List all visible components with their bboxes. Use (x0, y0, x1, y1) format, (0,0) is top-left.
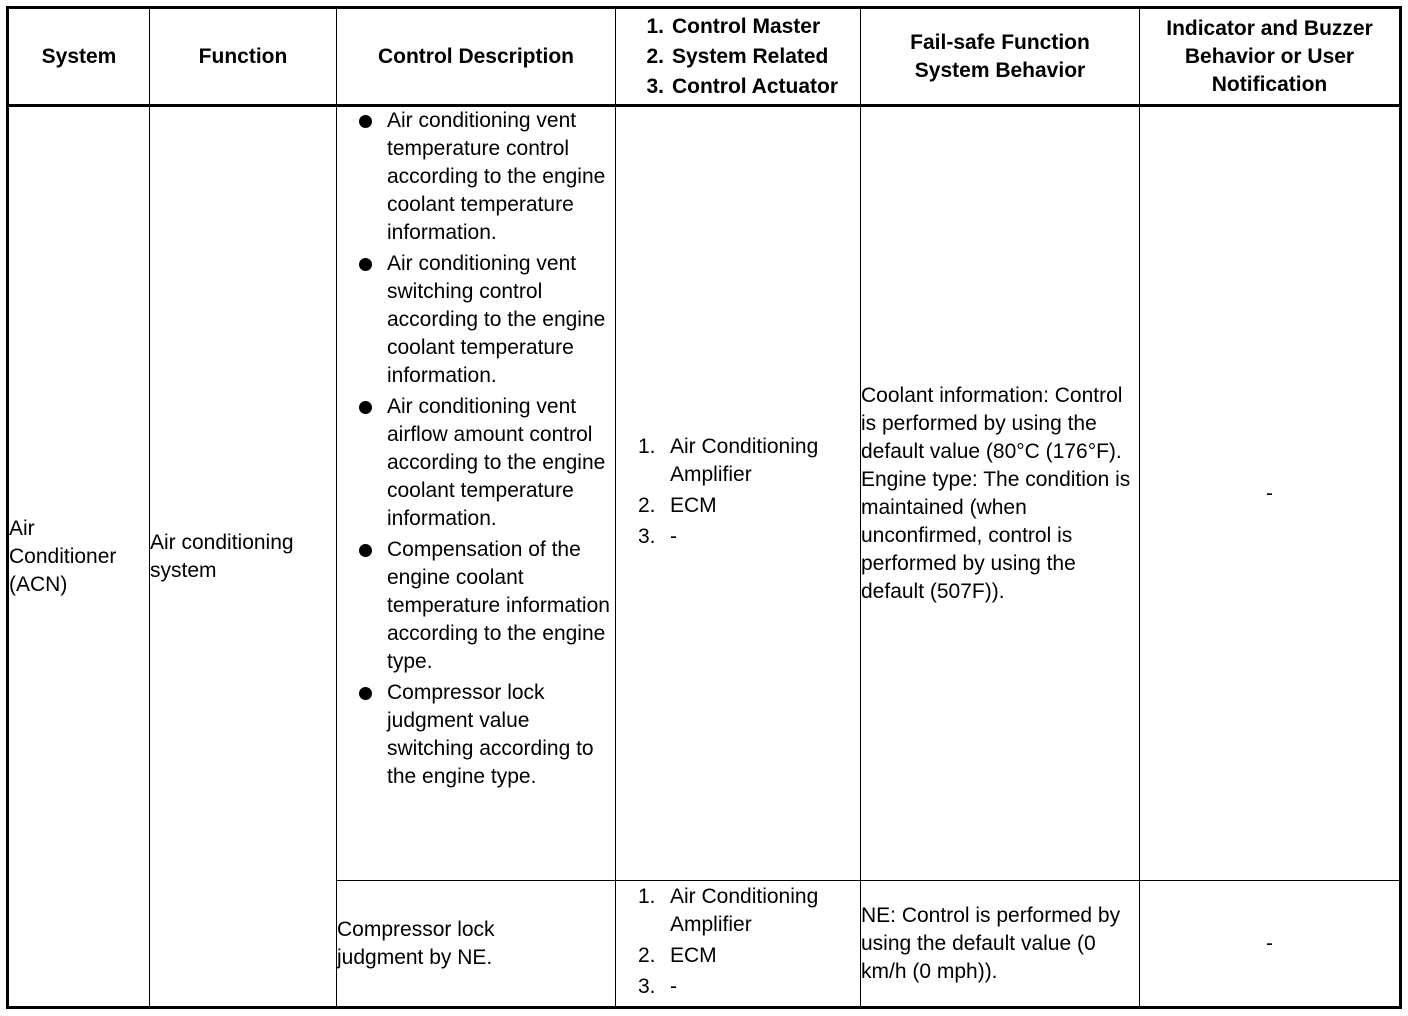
header-function: Function (150, 8, 337, 106)
bullet-icon (359, 687, 372, 700)
list-item: 1. Air Conditioning Amplifier (638, 435, 819, 486)
role-item: 1. Control Master (646, 14, 821, 38)
bullet-icon (359, 401, 372, 414)
bullet-icon (359, 258, 372, 271)
role-item: 3. Control Actuator (646, 74, 839, 98)
description-list (337, 107, 615, 791)
list-item: Compressor lock judgment value switching according to the engine type. (337, 679, 615, 791)
bullet-icon (359, 544, 372, 557)
header-control-description: Control Description (337, 8, 616, 106)
control-roles-list (638, 12, 838, 102)
header-indicator: Indicator and Buzzer Behavior or User Notification (1140, 8, 1401, 106)
list-item: 3. - (638, 525, 677, 548)
system-cell (8, 106, 150, 1008)
role-item: 2. System Related (646, 44, 829, 68)
fail-safe-table (6, 6, 1402, 1009)
indicator-cell: - (1140, 106, 1401, 881)
header-row (8, 8, 1401, 106)
description-cell (337, 106, 616, 881)
control-cell (616, 881, 861, 1008)
list-item: Compensation of the engine coolant temperature information according to the engine type. (337, 536, 615, 676)
function-cell (150, 106, 337, 1008)
list-item: Air conditioning vent temperature control according to the engine coolant temperature information. (337, 107, 615, 247)
header-system: System (8, 8, 150, 106)
list-item: 2. ECM (638, 944, 717, 967)
description-cell: Compressor lock judgment by NE. (337, 881, 616, 1008)
function-name: Air conditioning system (150, 530, 294, 582)
bullet-icon (359, 115, 372, 128)
control-cell (616, 106, 861, 881)
failsafe-cell: Coolant information: Control is performed by using the default value (80°C (176°F). Engine type: The condition is maintained (when unconfirmed, control is performed by using the default (507F)). (861, 106, 1140, 881)
list-item: 3. - (638, 975, 677, 998)
failsafe-cell: NE: Control is performed by using the default value (0 km/h (0 mph)). (861, 881, 1140, 1008)
list-item: Air conditioning vent airflow amount control according to the engine coolant temperature information. (337, 393, 615, 533)
control-list (616, 883, 860, 1001)
list-item: Air conditioning vent switching control according to the engine coolant temperature information. (337, 250, 615, 390)
header-failsafe: Fail-safe Function System Behavior (861, 8, 1140, 106)
list-item: 1. Air Conditioning Amplifier (638, 885, 819, 936)
list-item: 2. ECM (638, 494, 717, 517)
header-control-roles (616, 8, 861, 106)
system-name: Air Conditioner (ACN) (9, 516, 117, 596)
control-list (616, 433, 860, 551)
indicator-cell: - (1140, 881, 1401, 1008)
table-row (8, 106, 1401, 881)
